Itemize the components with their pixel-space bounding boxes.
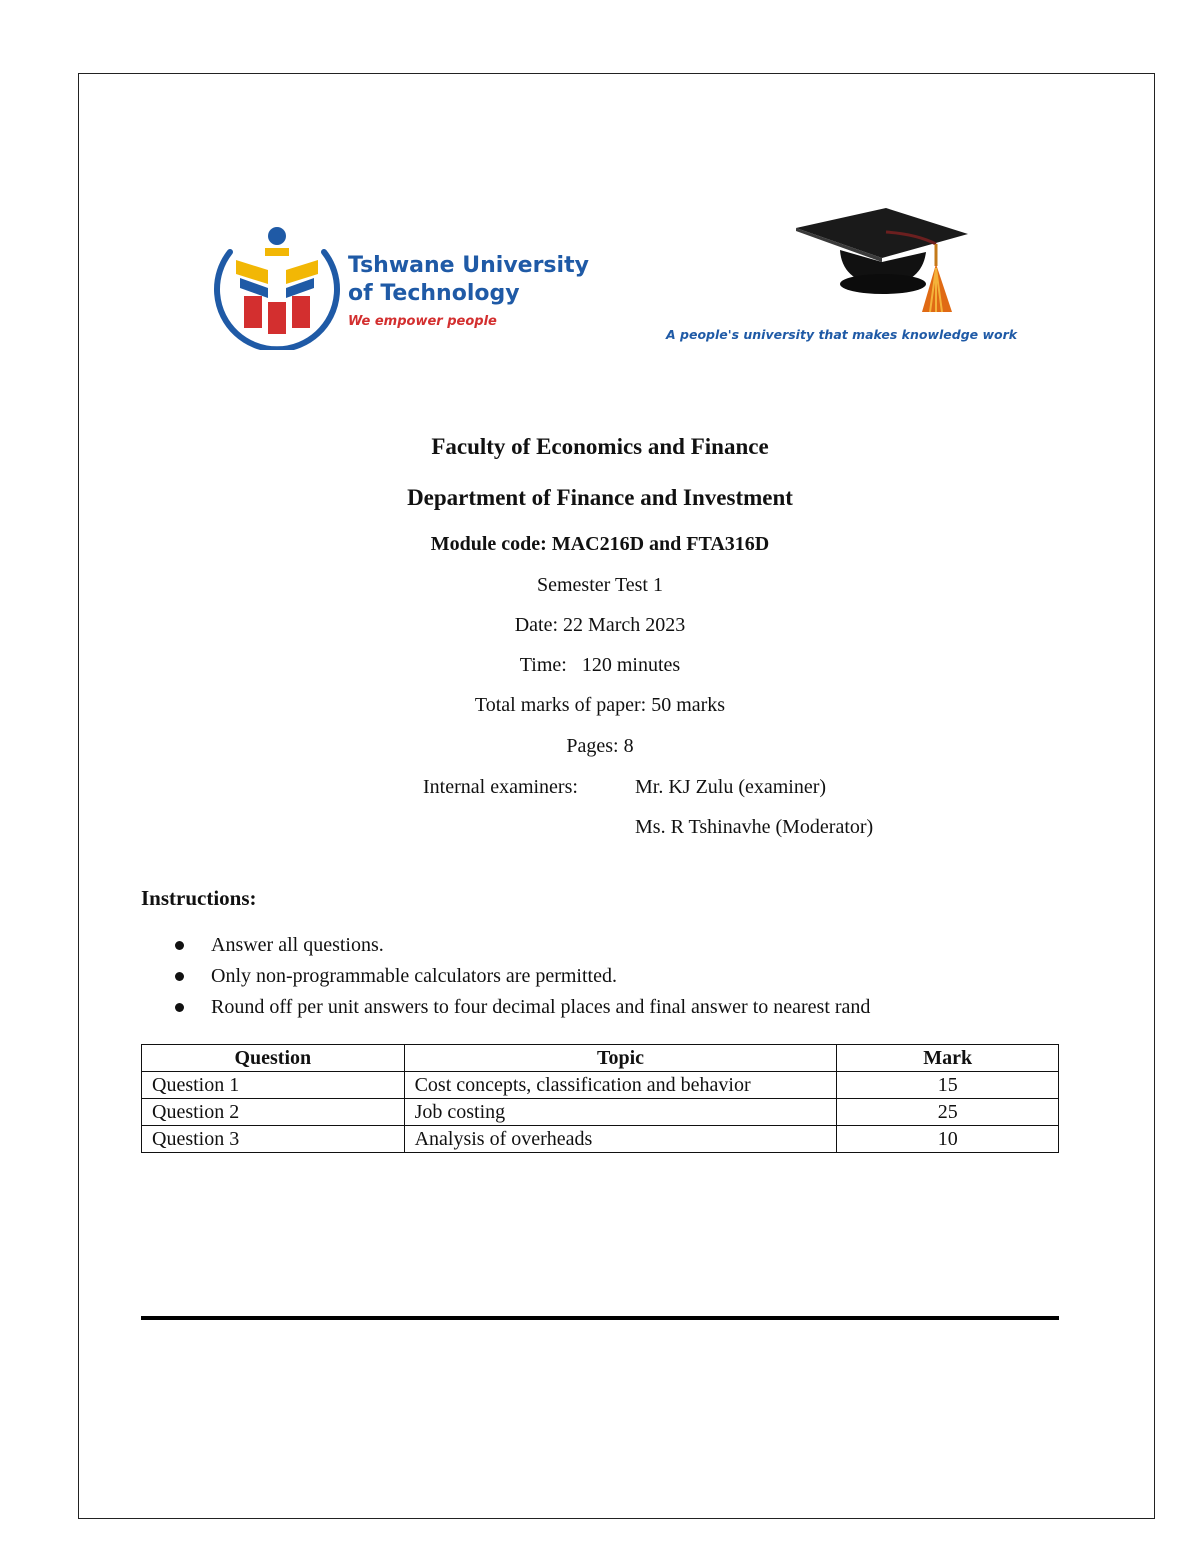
mark-cell: 15 bbox=[837, 1072, 1059, 1099]
table-row bbox=[142, 1099, 1059, 1126]
column-header-mark: Mark bbox=[837, 1045, 1059, 1072]
footer-rule bbox=[141, 1316, 1059, 1320]
topic-cell: Analysis of overheads bbox=[404, 1126, 837, 1153]
instruction-text: Answer all questions. bbox=[211, 934, 384, 956]
moderator-name: Ms. R Tshinavhe (Moderator) bbox=[635, 816, 874, 838]
instruction-item bbox=[141, 993, 870, 1024]
tut-logo bbox=[212, 222, 592, 352]
module-code: Module code: MAC216D and FTA316D bbox=[430, 533, 770, 555]
bullet-icon bbox=[175, 1003, 184, 1012]
examiners-label: Internal examiners: bbox=[423, 776, 578, 798]
column-header-topic: Topic bbox=[404, 1045, 837, 1072]
question-cell: Question 1 bbox=[142, 1072, 405, 1099]
instructions-heading: Instructions: bbox=[141, 886, 257, 910]
faculty-title: Faculty of Economics and Finance bbox=[431, 434, 769, 459]
university-tagline: A people's university that makes knowledge work bbox=[666, 327, 1018, 342]
test-date: Date: 22 March 2023 bbox=[514, 614, 686, 636]
graduation-cap-logo bbox=[660, 200, 1018, 350]
question-cell: Question 3 bbox=[142, 1126, 405, 1153]
bullet-icon bbox=[175, 941, 184, 950]
page-count: Pages: 8 bbox=[566, 735, 634, 757]
column-header-question: Question bbox=[142, 1045, 405, 1072]
tut-emblem-icon bbox=[212, 222, 342, 350]
test-name: Semester Test 1 bbox=[537, 574, 663, 596]
topic-cell: Job costing bbox=[404, 1099, 837, 1126]
topic-cell: Cost concepts, classification and behavior bbox=[404, 1072, 837, 1099]
instruction-text: Only non-programmable calculators are permitted. bbox=[211, 965, 617, 987]
instruction-text: Round off per unit answers to four decimal places and final answer to nearest rand bbox=[211, 996, 871, 1018]
instructions-list bbox=[141, 931, 870, 1024]
question-cell: Question 2 bbox=[142, 1099, 405, 1126]
university-name-line2: of Technology bbox=[348, 281, 520, 306]
graduation-cap-icon bbox=[790, 200, 970, 325]
instruction-item bbox=[141, 962, 870, 993]
table-row bbox=[142, 1072, 1059, 1099]
examiner-name: Mr. KJ Zulu (examiner) bbox=[635, 776, 827, 798]
instruction-item bbox=[141, 931, 870, 962]
mark-cell: 25 bbox=[837, 1099, 1059, 1126]
test-time: Time: 120 minutes bbox=[519, 654, 681, 676]
table-row bbox=[142, 1126, 1059, 1153]
university-name-line1: Tshwane University bbox=[348, 253, 589, 278]
department-title: Department of Finance and Investment bbox=[407, 485, 793, 510]
mark-cell: 10 bbox=[837, 1126, 1059, 1153]
table-header-row bbox=[142, 1045, 1059, 1072]
bullet-icon bbox=[175, 972, 184, 981]
university-slogan: We empower people bbox=[348, 314, 497, 329]
university-name bbox=[348, 252, 589, 308]
marks-table bbox=[141, 1044, 1059, 1153]
total-marks: Total marks of paper: 50 marks bbox=[474, 694, 726, 716]
